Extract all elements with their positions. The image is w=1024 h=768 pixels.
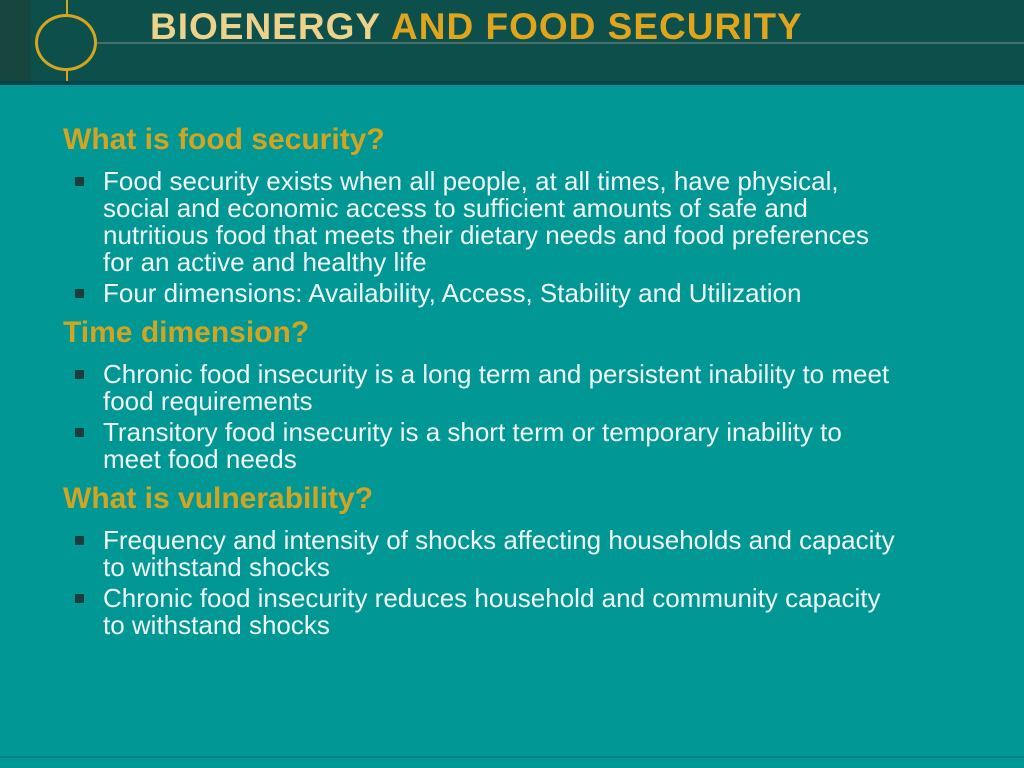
- circle-ornament-icon: [35, 14, 97, 71]
- slide-section: [0, 122, 1024, 307]
- bullet-square-icon: [75, 428, 84, 437]
- slide-section: [0, 315, 1024, 473]
- bullet-text: Food security exists when all people, at all times, have physical, social and economic access to sufficient amounts of safe and nutritious food that meets their dietary needs and food preferences for an active and healthy life: [103, 166, 870, 277]
- bullet-text: Chronic food insecurity reduces household and community capacity to withstand shocks: [103, 583, 881, 640]
- bottom-accent-rule: [0, 756, 1024, 758]
- section-heading: Time dimension?: [63, 316, 310, 349]
- section-heading: What is food security?: [63, 123, 385, 156]
- slide-title-secondary: AND FOOD SECURITY: [391, 6, 803, 47]
- bullet-square-icon: [75, 594, 84, 603]
- header-band: [0, 0, 1024, 85]
- bullet-square-icon: [75, 370, 84, 379]
- header-left-strip: [0, 0, 31, 81]
- bullet-text: Chronic food insecurity is a long term and persistent inability to meet food requirements: [103, 359, 890, 416]
- section-heading: What is vulnerability?: [63, 482, 374, 515]
- bullet-text: Four dimensions: Availability, Access, Stability and Utilization: [103, 278, 802, 308]
- bullet-item: [75, 585, 988, 639]
- bullet-square-icon: [75, 177, 84, 186]
- bullet-list: [0, 168, 1024, 307]
- slide-title: [150, 5, 803, 49]
- slide-section: [0, 481, 1024, 639]
- bullet-item: [75, 419, 988, 473]
- slide-content: [0, 85, 1024, 643]
- slide-title-primary: BIOENERGY: [150, 6, 382, 47]
- bullet-item: [75, 361, 988, 415]
- bullet-list: [0, 361, 1024, 473]
- bullet-item: [75, 527, 988, 581]
- bullet-square-icon: [75, 289, 84, 298]
- bullet-text: Transitory food insecurity is a short term or temporary inability to meet food needs: [103, 417, 842, 474]
- bullet-list: [0, 527, 1024, 639]
- bullet-square-icon: [75, 536, 84, 545]
- bullet-item: [75, 280, 988, 307]
- bullet-item: [75, 168, 988, 276]
- bullet-text: Frequency and intensity of shocks affecting households and capacity to withstand shocks: [103, 525, 895, 582]
